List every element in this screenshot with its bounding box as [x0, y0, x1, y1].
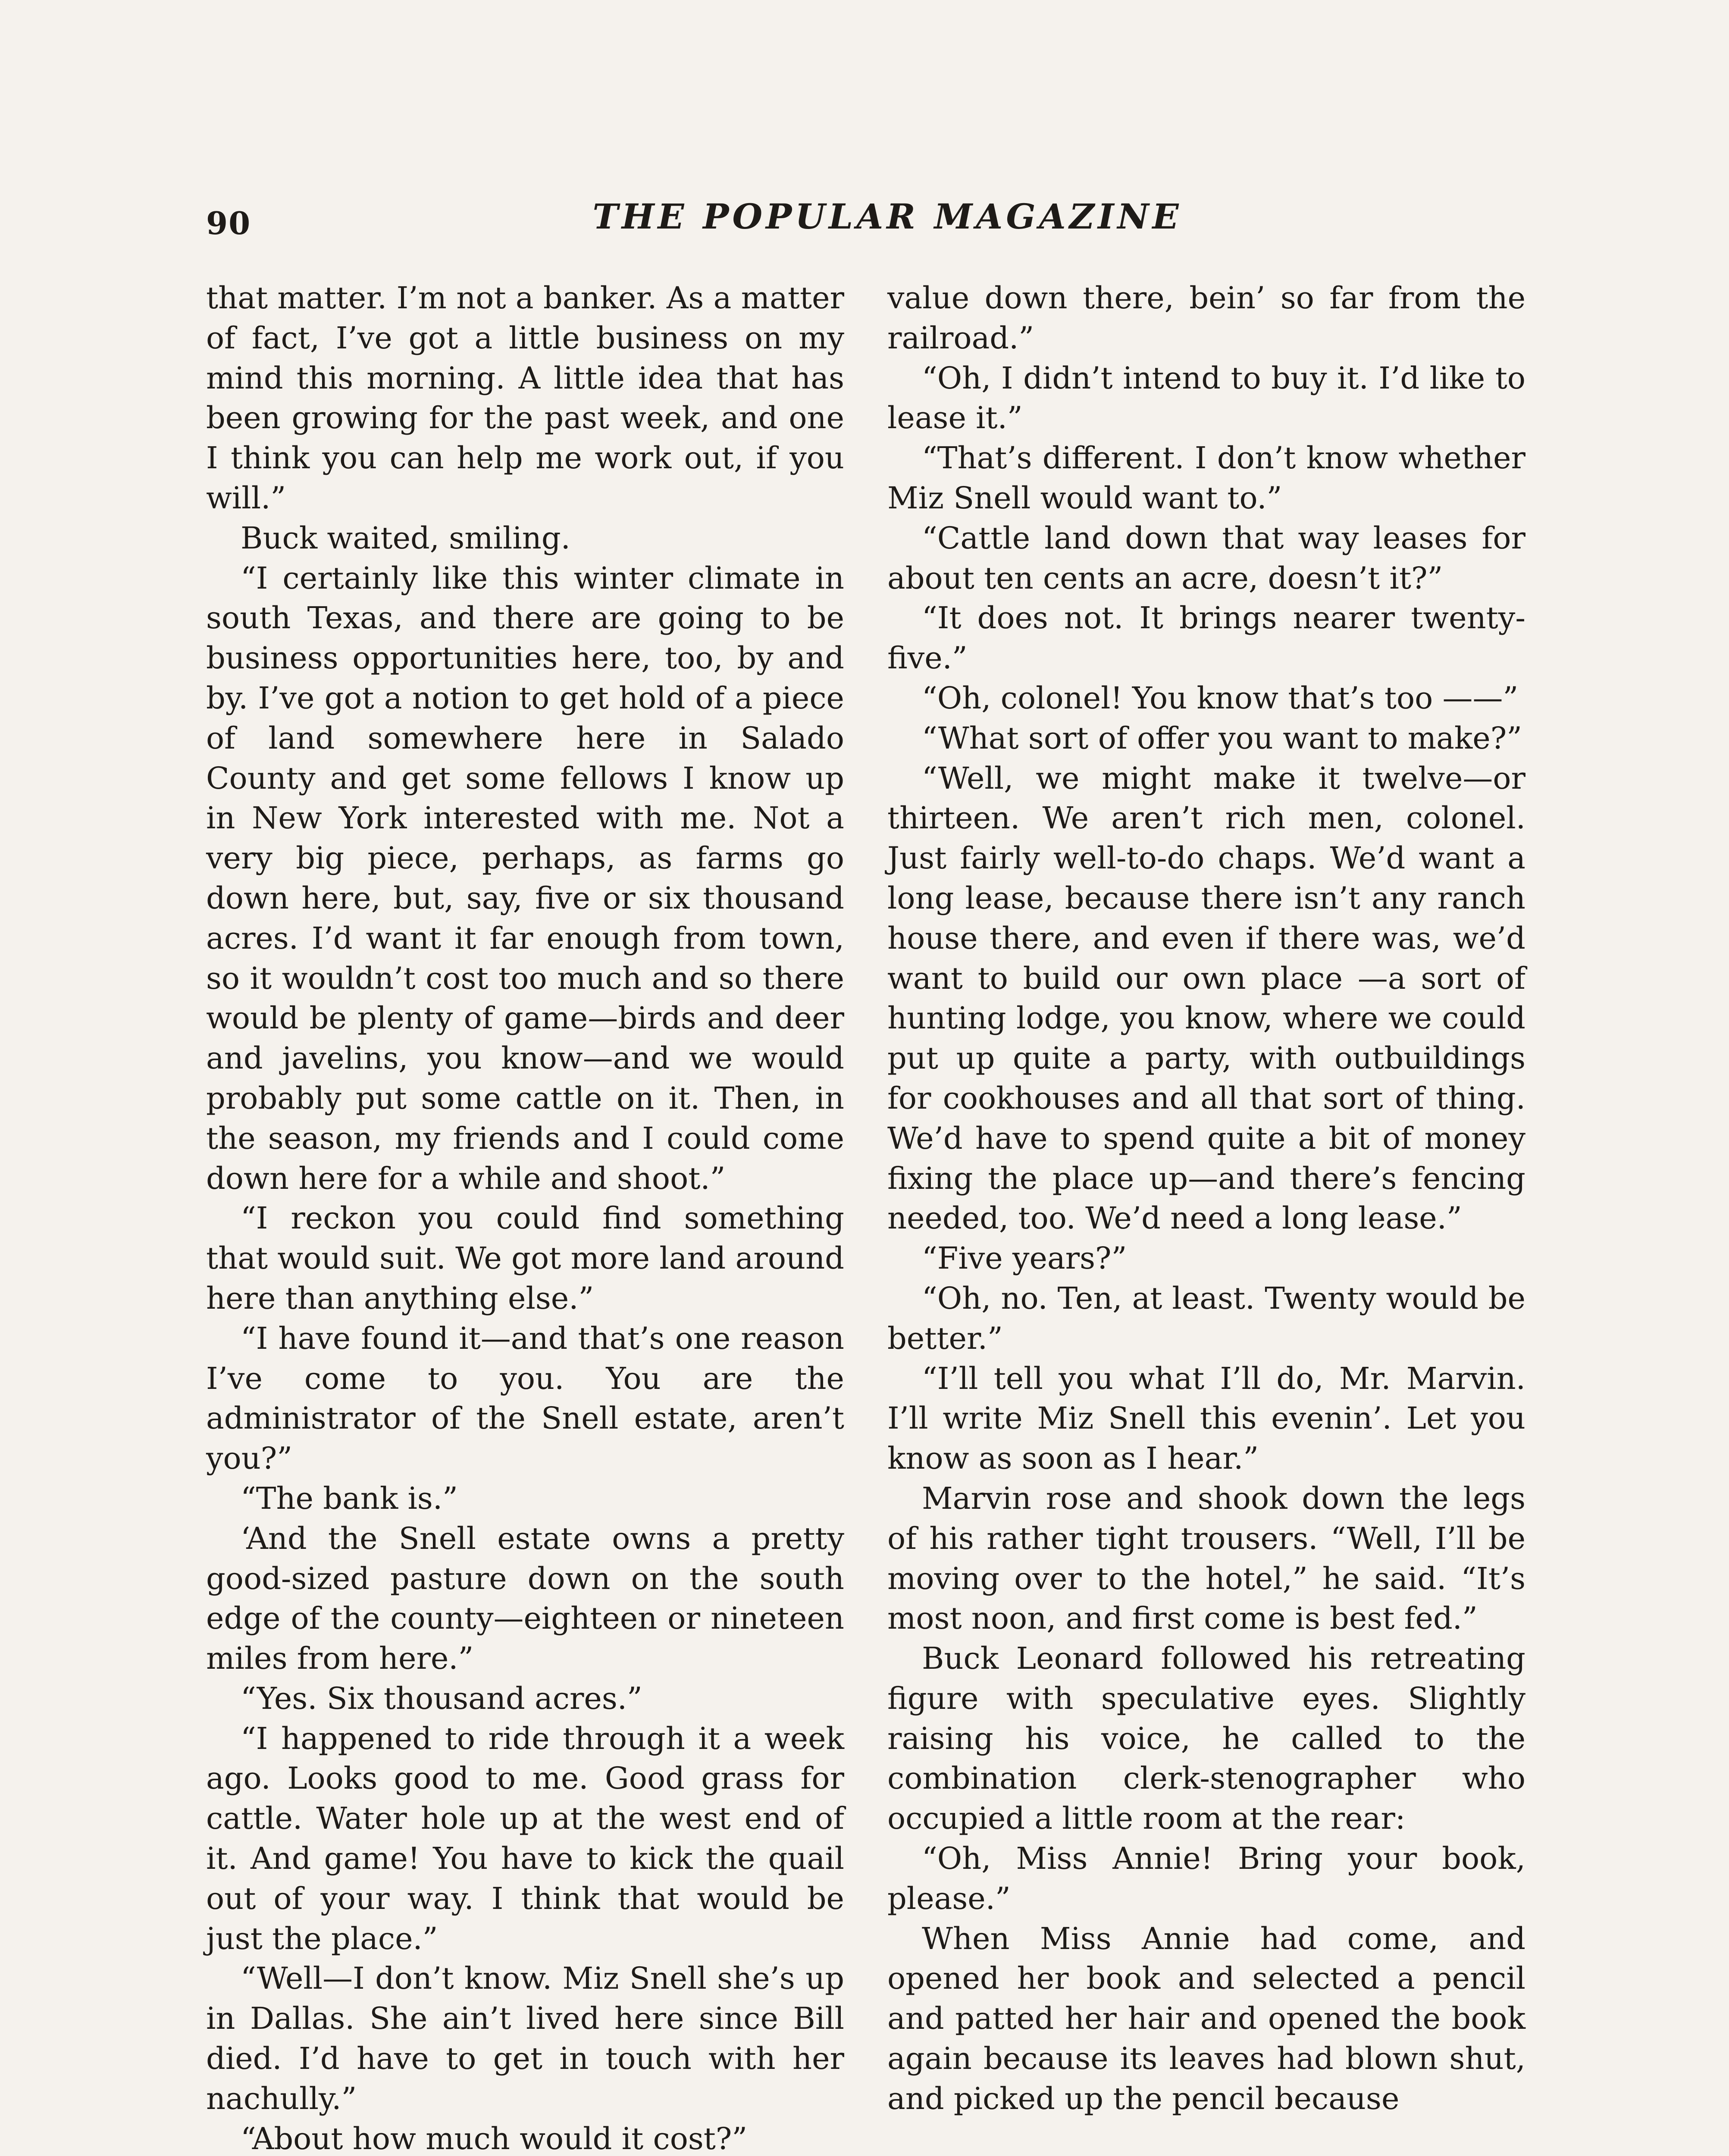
paragraph: “I’ll tell you what I’ll do, Mr. Marvin. I’ll write Miz Snell this evenin’. Let you know as soon as I hear.” — [887, 1360, 1525, 1476]
paragraph: Buck waited, smiling. — [241, 520, 570, 556]
paragraph: “I certainly like this winter climate in south Texas, and there are going to be business opportunities here, too, by and by. I’ve got a notion to get hold of a piece of land somewhere here in Salado County and get some fellows I know up in New York interested with me. Not a very big piece, perhaps, as farms go down here, but, say, five or six thousand acres. I’d want it far enough from town, so it wouldn’t cost too much and so there would be plenty of game—birds and deer and javelins, you know—and we would probably put some cattle on it. Then, in the season, my friends and I could come down here for a while and shoot.” — [206, 560, 844, 1196]
paragraph: When Miss Annie had come, and opened her book and selected a pencil and patted her hair and opened the book again because its leaves had blown shut, and picked up the pencil because — [887, 1921, 1525, 2116]
paragraph: “Yes. Six thousand acres.” — [241, 1680, 642, 1716]
magazine-title: THE POPULAR MAGAZINE — [592, 196, 1182, 237]
paragraph: “I have found it—and that’s one reason I’ve come to you. You are the administrator of the Snell estate, aren’t you?” — [206, 1320, 844, 1476]
page-number: 90 — [206, 205, 251, 241]
paragraph: “Oh, colonel! You know that’s too ——” — [922, 680, 1519, 716]
paragraph: “Five years?” — [922, 1241, 1127, 1276]
paragraph: Buck Leonard followed his retreating figure with speculative eyes. Slightly raising his voice, he called to the combination clerk-stenographer who occupied a little room at the rear: — [887, 1641, 1525, 1836]
paragraph: “It does not. It brings nearer twenty-five.” — [887, 600, 1525, 676]
paragraph: “Oh, Miss Annie! Bring your book, please.” — [887, 1841, 1525, 1916]
paragraph: “The bank is.” — [241, 1480, 458, 1516]
paragraph: that matter. I’m not a banker. As a matter of fact, I’ve got a little business on my mind this morning. A little idea that has been growing for the past week, and one I think you can help me work out, if you will.” — [206, 280, 844, 516]
paragraph: “Oh, I didn’t intend to buy it. I’d like to lease it.” — [887, 360, 1525, 436]
paragraph: “Cattle land down that way leases for about ten cents an acre, doesn’t it?” — [887, 520, 1525, 596]
paragraph: value down there, bein’ so far from the railroad.” — [887, 280, 1525, 356]
paragraph: “About how much would it cost?” — [241, 2121, 748, 2156]
page-header — [206, 196, 1569, 252]
paragraph: “What sort of offer you want to make?” — [922, 720, 1522, 756]
paragraph: “I happened to ride through it a week ago. Looks good to me. Good grass for cattle. Water hole up at the west end of it. And game! You have to kick the quail out of your way. I think that would be just the place.” — [206, 1720, 844, 1956]
paragraph: Marvin rose and shook down the legs of his rather tight trousers. “Well, I’ll be moving over to the hotel,” he said. “It’s most noon, and first come is best fed.” — [887, 1480, 1525, 1636]
paragraph: ‘And the Snell estate owns a pretty good-sized pasture down on the south edge of the county—eighteen or nineteen miles from here.” — [206, 1520, 844, 1677]
paragraph: “Well, we might make it twelve—or thirteen. We aren’t rich men, colonel. Just fairly well-to-do chaps. We’d want a long lease, because there isn’t any ranch house there, and even if there was, we’d want to build our own place —a sort of hunting lodge, you know, where we could put up quite a party, with outbuildings for cookhouses and all that sort of thing. We’d have to spend quite a bit of money fixing the place up—and there’s fencing needed, too. We’d need a long lease.” — [887, 760, 1525, 1236]
text-column-left — [206, 278, 844, 2156]
paragraph: “Well—I don’t know. Miz Snell she’s up in Dallas. She ain’t lived here since Bill died. I’d have to get in touch with her nachully.” — [206, 1961, 844, 2116]
paragraph: “Oh, no. Ten, at least. Twenty would be better.” — [887, 1280, 1525, 1356]
paragraph: “I reckon you could find something that would suit. We got more land around here than anything else.” — [206, 1200, 844, 1316]
paragraph: “That’s different. I don’t know whether Miz Snell would want to.” — [887, 440, 1525, 516]
text-column-right — [887, 278, 1525, 2119]
